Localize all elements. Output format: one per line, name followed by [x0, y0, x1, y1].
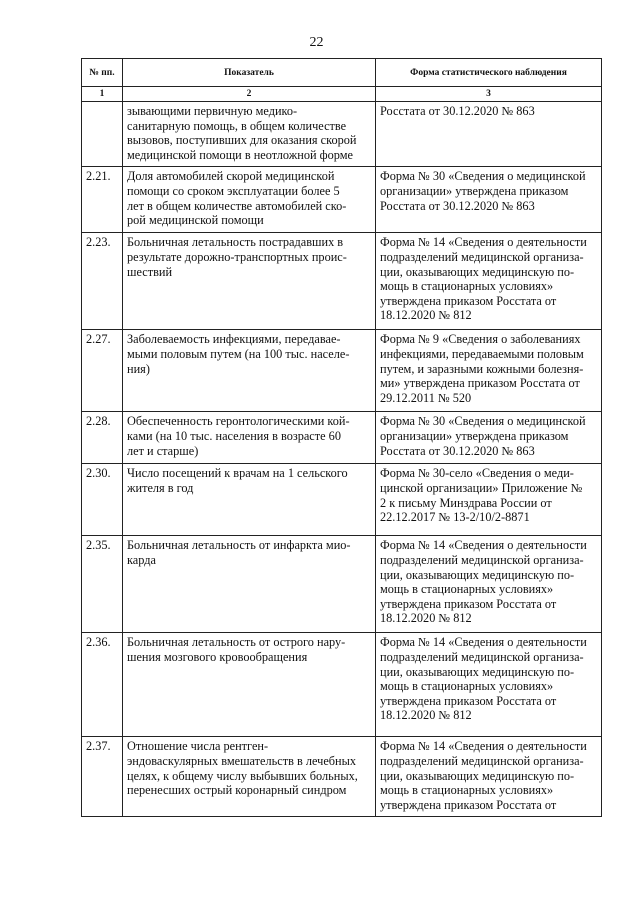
- column-number: 3: [376, 87, 602, 102]
- row-number: [82, 102, 123, 167]
- column-number: 1: [82, 87, 123, 102]
- table-row: [82, 102, 602, 167]
- indicator-cell: Больничная летальность пострадавших в результате дорожно-транспортных проис- шествий: [123, 233, 376, 330]
- row-number: 2.30.: [82, 464, 123, 536]
- indicator-cell: Заболеваемость инфекциями, передавае- мыми половым путем (на 100 тыс. населе- ния): [123, 330, 376, 412]
- table-header-row: [82, 59, 602, 87]
- row-number: 2.27.: [82, 330, 123, 412]
- table-row: [82, 412, 602, 464]
- form-cell: Форма № 14 «Сведения о деятельности подразделений медицинской организа- ции, оказывающих медицинскую по- мощь в стационарных условиях» утверждена приказом Росстата от 18.12.2020 № 812: [376, 536, 602, 633]
- form-cell: Форма № 30 «Сведения о медицинской организации» утверждена приказом Росстата от 30.12.2020 № 863: [376, 167, 602, 233]
- indicator-cell: Больничная летальность от острого нару- шения мозгового кровообращения: [123, 633, 376, 737]
- column-number: 2: [123, 87, 376, 102]
- column-number-row: [82, 87, 602, 102]
- form-cell: Форма № 9 «Сведения о заболеваниях инфекциями, передаваемыми половым путем, и заразными кожными болезня- ми» утверждена приказом Росстата от 29.12.2011 № 520: [376, 330, 602, 412]
- table-row: [82, 330, 602, 412]
- indicator-cell: Доля автомобилей скорой медицинской помощи со сроком эксплуатации более 5 лет в общем количестве автомобилей ско- рой медицинской помощи: [123, 167, 376, 233]
- header-row-number: № пп.: [82, 59, 123, 87]
- table-row: [82, 464, 602, 536]
- table-row: [82, 737, 602, 817]
- indicator-cell: зывающими первичную медико- санитарную помощь, в общем количестве вызовов, поступивших для оказания скорой медицинской помощи в неотложной форме: [123, 102, 376, 167]
- row-number: 2.36.: [82, 633, 123, 737]
- row-number: 2.28.: [82, 412, 123, 464]
- indicator-cell: Число посещений к врачам на 1 сельского жителя в год: [123, 464, 376, 536]
- form-cell: Форма № 14 «Сведения о деятельности подразделений медицинской организа- ции, оказывающих медицинскую по- мощь в стационарных условиях» утверждена приказом Росстата от: [376, 737, 602, 817]
- page-number: 22: [309, 35, 324, 50]
- indicator-cell: Отношение числа рентген- эндоваскулярных вмешательств в лечебных целях, к общему числу выбывших больных, перенесших острый коронарный синдром: [123, 737, 376, 817]
- form-cell: Форма № 30-село «Сведения о меди- цинской организации» Приложение № 2 к письму Минздрава России от 22.12.2017 № 13-2/10/2-8871: [376, 464, 602, 536]
- row-number: 2.21.: [82, 167, 123, 233]
- form-cell: Форма № 14 «Сведения о деятельности подразделений медицинской организа- ции, оказывающих медицинскую по- мощь в стационарных условиях» утверждена приказом Росстата от 18.12.2020 № 812: [376, 633, 602, 737]
- statistics-table: [81, 58, 602, 817]
- form-cell: Росстата от 30.12.2020 № 863: [376, 102, 602, 167]
- header-indicator: Показатель: [123, 59, 376, 87]
- row-number: 2.23.: [82, 233, 123, 330]
- form-cell: Форма № 14 «Сведения о деятельности подразделений медицинской организа- ции, оказывающих медицинскую по- мощь в стационарных условиях» утверждена приказом Росстата от 18.12.2020 № 812: [376, 233, 602, 330]
- form-cell: Форма № 30 «Сведения о медицинской организации» утверждена приказом Росстата от 30.12.2020 № 863: [376, 412, 602, 464]
- indicator-cell: Больничная летальность от инфаркта мио- карда: [123, 536, 376, 633]
- indicator-cell: Обеспеченность геронтологическими кой- ками (на 10 тыс. населения в возрасте 60 лет и старше): [123, 412, 376, 464]
- row-number: 2.37.: [82, 737, 123, 817]
- row-number: 2.35.: [82, 536, 123, 633]
- header-statistical-form: Форма статистического наблюдения: [376, 59, 602, 87]
- table-row: [82, 633, 602, 737]
- table-row: [82, 167, 602, 233]
- table-row: [82, 536, 602, 633]
- table-row: [82, 233, 602, 330]
